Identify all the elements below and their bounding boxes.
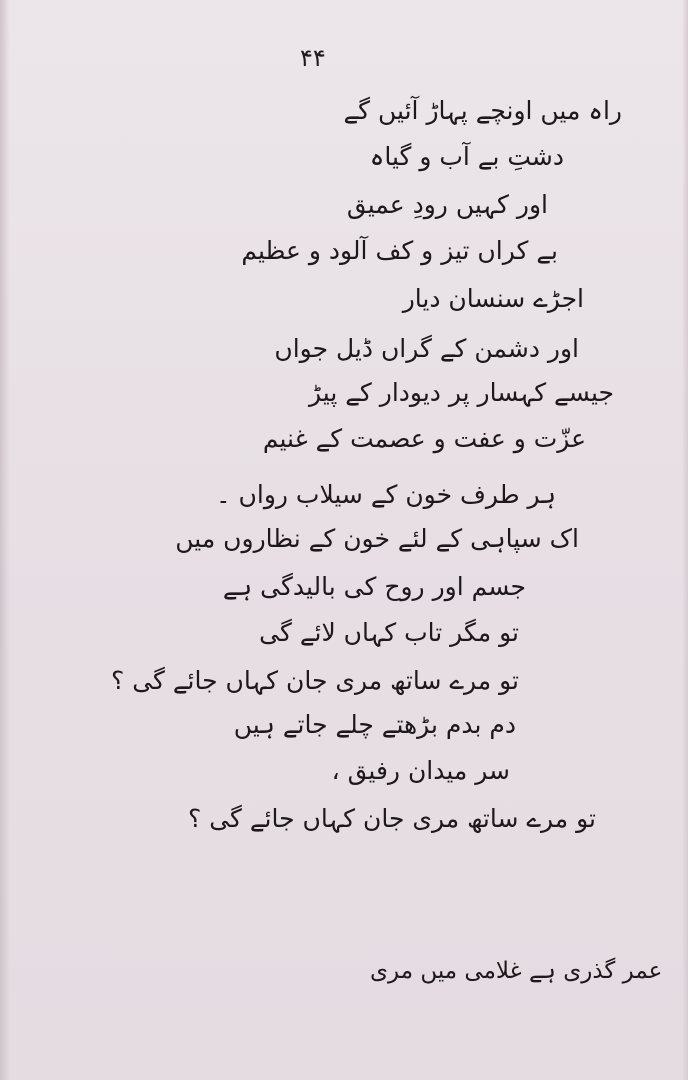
next-poem-title bbox=[370, 958, 662, 984]
page-number: ۴۴ bbox=[300, 44, 326, 72]
poem-line: تو مرے ساتھ مری جان کہاں جائے گی ؟ bbox=[188, 804, 596, 833]
poem-line: دم بدم بڑھتے چلے جاتے ہیں bbox=[233, 710, 516, 739]
poem-line: تو مرے ساتھ مری جان کہاں جائے گی ؟ bbox=[111, 666, 519, 695]
poem-line: تو مگر تاب کہاں لائے گی bbox=[259, 618, 519, 647]
footer-line: عمر گذری ہے غلامی میں مری bbox=[370, 958, 663, 984]
poem-line: عزّت و عفت و عصمت کے غنیم bbox=[262, 424, 586, 453]
page-edge-left bbox=[0, 0, 10, 1080]
page-edge-right bbox=[682, 0, 688, 1080]
poem-line: جیسے کہسار پر دیودار کے پیڑ bbox=[309, 378, 614, 407]
poem-line: دشتِ بے آب و گیاہ bbox=[369, 142, 564, 171]
poem-line: اور کہیں رودِ عمیق bbox=[346, 190, 548, 219]
poem-line: اک سپاہی کے لئے خون کے نظاروں میں bbox=[175, 524, 579, 553]
poem-line: جسم اور روح کی بالیدگی ہے bbox=[222, 572, 526, 601]
poem-line: اجڑے سنسان دیار bbox=[402, 284, 584, 313]
poem-line: سر میدان رفیق ، bbox=[331, 756, 510, 785]
poem-line: اور دشمن کے گراں ڈیل جواں bbox=[274, 334, 579, 363]
poem-line: ہر طرف خون کے سیلاب رواں ۔ bbox=[215, 480, 556, 509]
poem-line: راہ میں اونچے پہاڑ آئیں گے bbox=[343, 96, 622, 125]
poem-line: بے کراں تیز و کف آلود و عظیم bbox=[241, 236, 558, 265]
